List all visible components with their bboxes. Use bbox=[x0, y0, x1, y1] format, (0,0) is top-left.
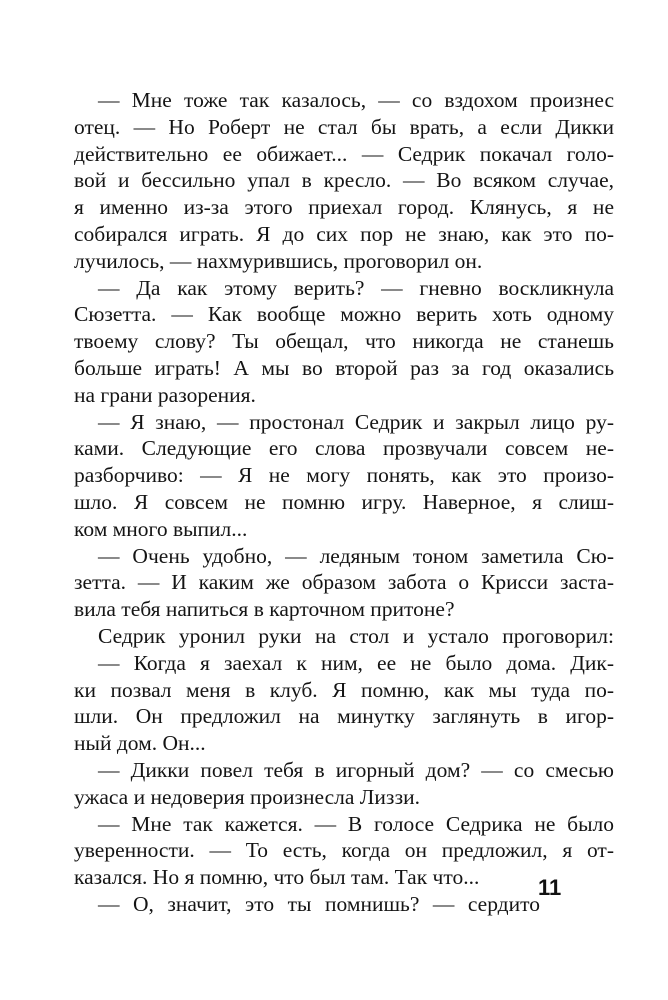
text-line: вила тебя напиться в карточном притоне? bbox=[74, 597, 455, 622]
text-line: действительно ее обижает... — Седрик покачал голо- bbox=[74, 141, 614, 166]
text-line: на грани разорения. bbox=[74, 382, 256, 407]
text-line: ком много выпил... bbox=[74, 516, 248, 541]
text-line: шло. Я совсем не помню игру. Наверное, я слиш- bbox=[74, 489, 614, 514]
text-line: — Мне так кажется. — В голосе Седрика не было bbox=[98, 811, 614, 836]
text-line: отец. — Но Роберт не стал бы врать, а если Дикки bbox=[74, 114, 614, 139]
text-line: твоему слову? Ты обещал, что никогда не станешь bbox=[74, 329, 614, 354]
text-line: Сюзетта. — Как вообще можно верить хоть одному bbox=[74, 302, 614, 327]
text-line: ужаса и недоверия произнесла Лиззи. bbox=[74, 784, 421, 809]
text-line: — Да как этому верить? — гневно воскликнула bbox=[98, 275, 614, 300]
text-line: — Мне тоже так казалось, — со вздохом произнес bbox=[98, 88, 614, 112]
text-line: зетта. — И каким же образом забота о Крисси заста- bbox=[74, 570, 614, 595]
text-line: ками. Следующие его слова прозвучали совсем не- bbox=[74, 436, 614, 461]
text-line: — Когда я заехал к ним, ее не было дома. Дик- bbox=[98, 650, 614, 675]
text-line: я именно из-за этого приехал город. Клянусь, я не bbox=[74, 195, 614, 220]
text-line: ный дом. Он... bbox=[74, 731, 206, 756]
text-line: казался. Но я помню, что был там. Так что... bbox=[74, 865, 480, 890]
text-line: Седрик уронил руки на стол и устало проговорил: bbox=[98, 623, 614, 648]
text-line: лучилось, — нахмурившись, проговорил он. bbox=[74, 248, 483, 273]
text-line: больше играть! А мы во второй раз за год оказались bbox=[74, 355, 614, 380]
text-line: — Очень удобно, — ледяным тоном заметила Сю- bbox=[98, 543, 614, 568]
text-line: — Я знаю, — простонал Седрик и закрыл лицо ру- bbox=[98, 409, 614, 434]
page-number: 11 bbox=[538, 875, 562, 900]
text-line: — Дикки повел тебя в игорный дом? — со смесью bbox=[98, 757, 614, 782]
body-text bbox=[74, 87, 614, 918]
text-line: — О, значит, это ты помнишь? — сердито bbox=[98, 891, 540, 916]
text-line: уверенности. — То есть, когда он предложил, я от- bbox=[74, 838, 614, 863]
text-line: разборчиво: — Я не могу понять, как это произо- bbox=[74, 463, 614, 488]
text-line: ки позвал меня в клуб. Я помню, как мы туда по- bbox=[74, 677, 614, 702]
text-line: собирался играть. Я до сих пор не знаю, как это по- bbox=[74, 221, 614, 246]
text-line: шли. Он предложил на минутку заглянуть в игор- bbox=[74, 704, 614, 729]
text-line: вой и бессильно упал в кресло. — Во всяком случае, bbox=[74, 168, 614, 193]
